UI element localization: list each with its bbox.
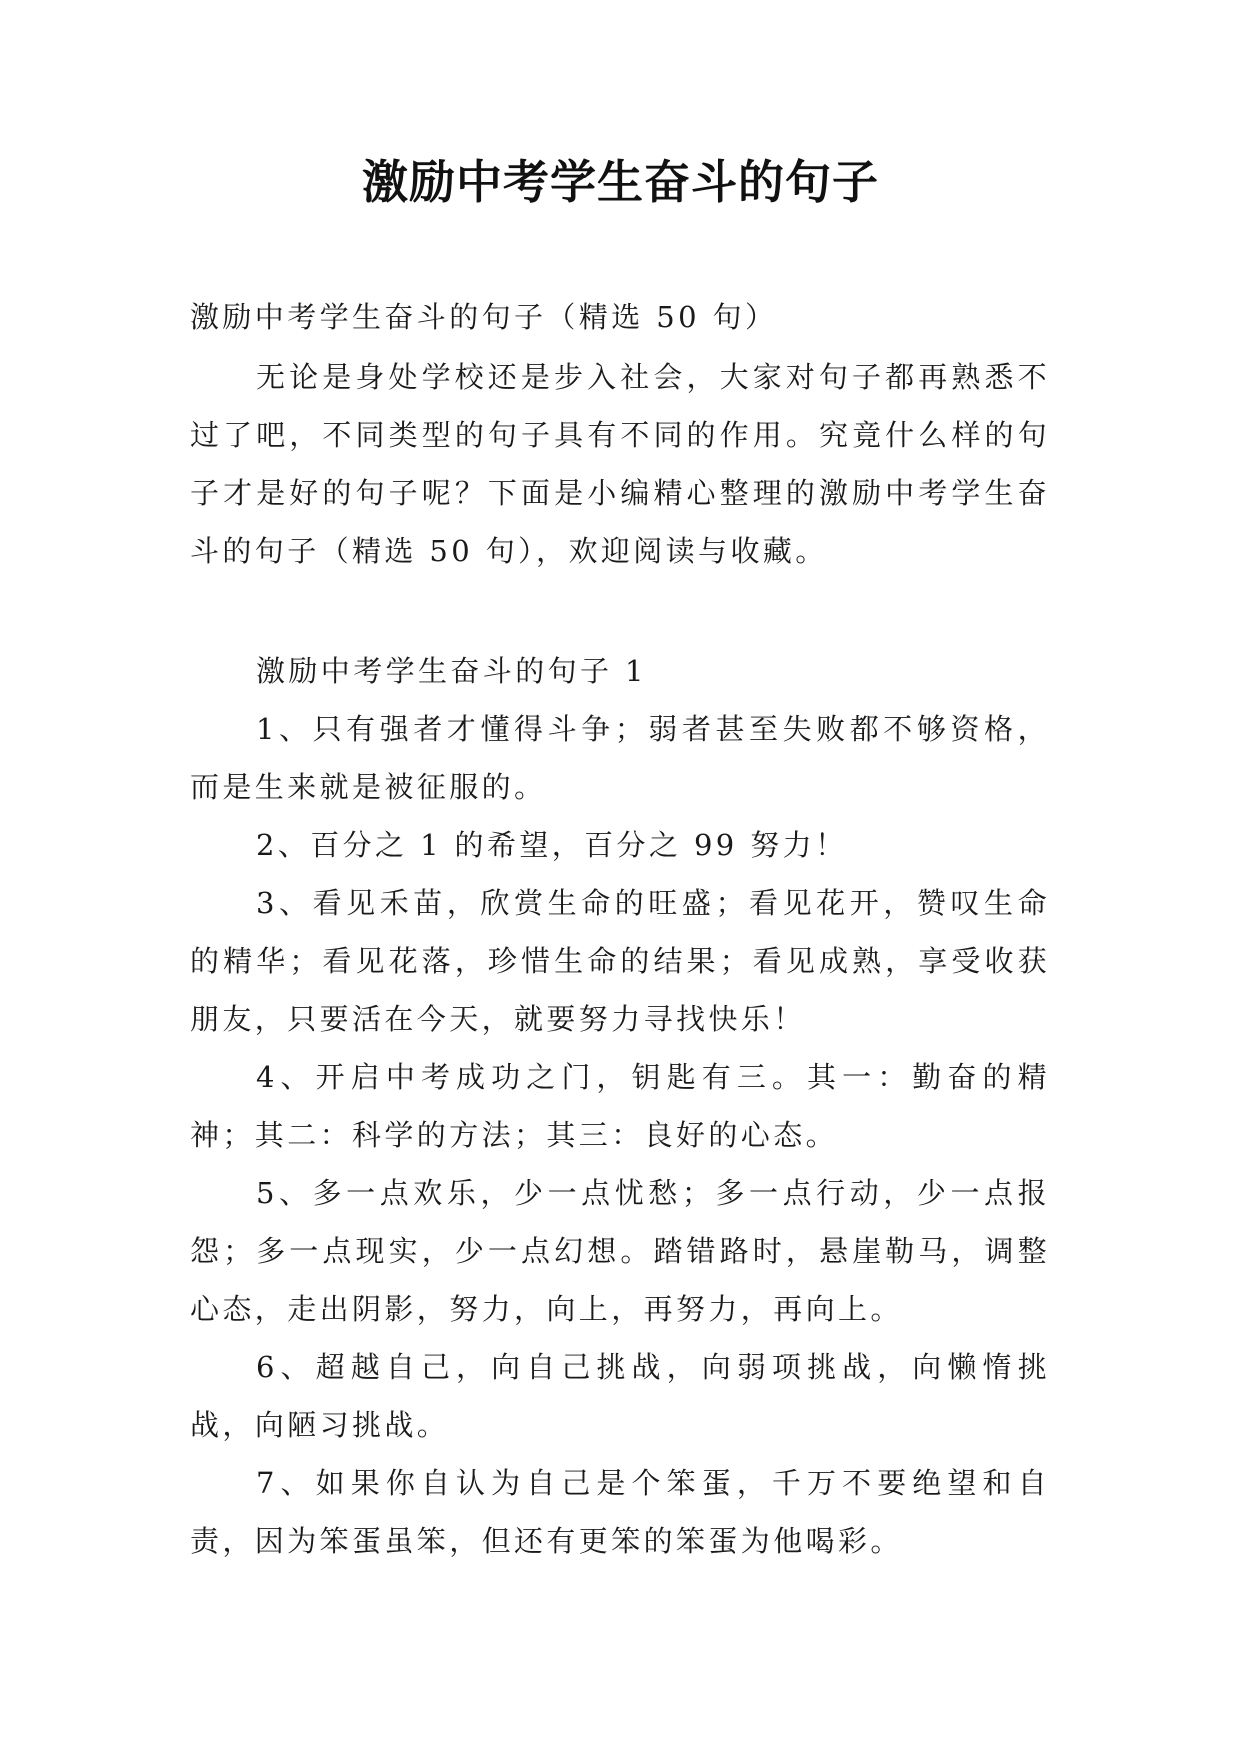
list-item: 7、如果你自认为自己是个笨蛋，千万不要绝望和自责，因为笨蛋虽笨，但还有更笨的笨蛋为他喝彩。 [190, 1466, 1050, 1558]
list-item: 6、超越自己，向自己挑战，向弱项挑战，向懒惰挑战，向陋习挑战。 [190, 1350, 1050, 1442]
section-heading: 激励中考学生奋斗的句子 1 [256, 654, 647, 688]
intro-paragraph: 无论是身处学校还是步入社会，大家对句子都再熟悉不过了吧，不同类型的句子具有不同的作用。究竟什么样的句子才是好的句子呢？下面是小编精心整理的激励中考学生奋斗的句子（精选 50 句），欢迎阅读与收藏。 [190, 360, 1050, 568]
document-body [190, 288, 1050, 1570]
list-item: 5、多一点欢乐，少一点忧愁；多一点行动，少一点报怨；多一点现实，少一点幻想。踏错路时，悬崖勒马，调整心态，走出阴影，努力，向上，再努力，再向上。 [190, 1176, 1050, 1326]
page-title: 激励中考学生奋斗的句子 [362, 155, 879, 209]
list-item: 1、只有强者才懂得斗争；弱者甚至失败都不够资格，而是生来就是被征服的。 [190, 712, 1050, 804]
list-item: 2、百分之 1 的希望，百分之 99 努力！ [256, 828, 848, 862]
list-item: 3、看见禾苗，欣赏生命的旺盛；看见花开，赞叹生命的精华；看见花落，珍惜生命的结果；看见成熟，享受收获朋友，只要活在今天，就要努力寻找快乐！ [190, 886, 1050, 1036]
document-subtitle: 激励中考学生奋斗的句子（精选 50 句） [190, 300, 778, 334]
list-item: 4、开启中考成功之门，钥匙有三。其一：勤奋的精神；其二：科学的方法；其三：良好的心态。 [190, 1060, 1050, 1152]
